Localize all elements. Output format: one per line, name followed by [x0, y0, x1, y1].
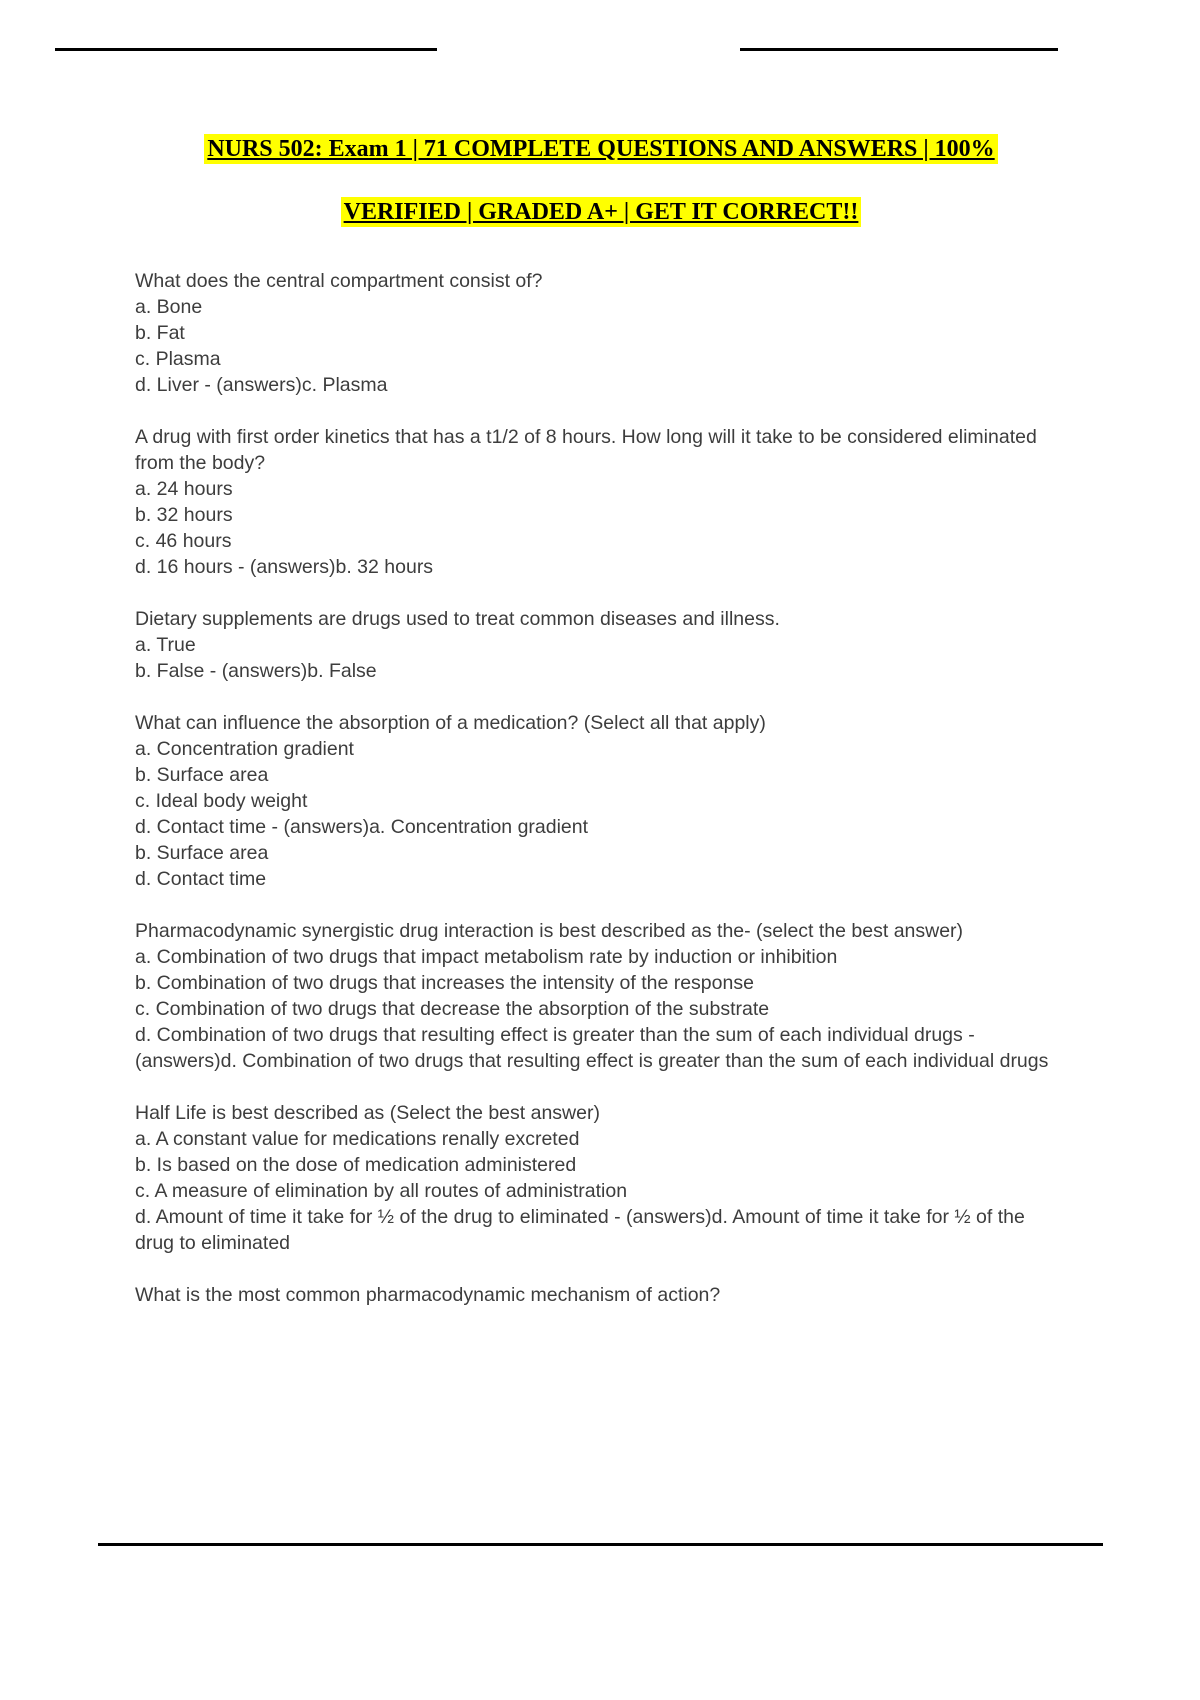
question-line: a. Combination of two drugs that impact metabolism rate by induction or inhibition [135, 946, 838, 968]
question-line: a. A constant value for medications renally excreted [135, 1128, 580, 1150]
question-line: b. Fat [135, 322, 185, 344]
question-line: Dietary supplements are drugs used to treat common diseases and illness. [135, 608, 780, 630]
question-block-2 [135, 424, 1067, 580]
question-block-4 [135, 710, 1067, 892]
question-line: c. A measure of elimination by all routes of administration [135, 1180, 628, 1202]
document-content [135, 136, 1067, 1334]
question-block-6 [135, 1100, 1067, 1256]
question-line: d. 16 hours - (answers)b. 32 hours [135, 556, 434, 578]
question-line: c. Plasma [135, 348, 221, 370]
question-line: b. Surface area [135, 764, 269, 786]
document-title-line-1 [135, 136, 1067, 163]
question-line: d. Amount of time it take for ½ of the drug to eliminated - (answers)d. Amount of time it take for ½ of the drug to eliminated [135, 1206, 1025, 1254]
question-line: A drug with first order kinetics that has a t1/2 of 8 hours. How long will it take to be considered eliminated from the body? [135, 426, 1037, 474]
header-rule-left [55, 48, 437, 51]
questions-list [135, 268, 1067, 1308]
question-line: Half Life is best described as (Select the best answer) [135, 1102, 600, 1124]
document-title-line-2 [135, 199, 1067, 226]
question-line: What can influence the absorption of a medication? (Select all that apply) [135, 712, 766, 734]
question-line: b. Is based on the dose of medication administered [135, 1154, 577, 1176]
question-line: c. Combination of two drugs that decrease the absorption of the substrate [135, 998, 770, 1020]
title-highlight-1: NURS 502: Exam 1 | 71 COMPLETE QUESTIONS AND ANSWERS | 100% [204, 134, 997, 164]
question-line: d. Contact time - (answers)a. Concentration gradient [135, 816, 589, 838]
question-line: a. Bone [135, 296, 203, 318]
question-line: b. False - (answers)b. False [135, 660, 377, 682]
question-block-5 [135, 918, 1067, 1074]
question-line: b. Surface area [135, 842, 269, 864]
question-line: b. 32 hours [135, 504, 233, 526]
question-line: c. 46 hours [135, 530, 232, 552]
question-line: d. Combination of two drugs that resulting effect is greater than the sum of each individual drugs - (answers)d. Combination of two drugs that resulting effect is greater than the sum of each individual drugs [135, 1024, 1049, 1072]
footer-rule [98, 1543, 1103, 1546]
question-line: a. 24 hours [135, 478, 233, 500]
question-line: What does the central compartment consist of? [135, 270, 543, 292]
question-line: a. Concentration gradient [135, 738, 354, 760]
question-block-3 [135, 606, 1067, 684]
question-line: d. Contact time [135, 868, 267, 890]
title-highlight-2: VERIFIED | GRADED A+ | GET IT CORRECT!! [341, 197, 862, 227]
question-block-1 [135, 268, 1067, 398]
question-block-7 [135, 1282, 1067, 1308]
question-line: Pharmacodynamic synergistic drug interaction is best described as the- (select the best answer) [135, 920, 964, 942]
question-line: c. Ideal body weight [135, 790, 308, 812]
question-line: d. Liver - (answers)c. Plasma [135, 374, 388, 396]
question-line: What is the most common pharmacodynamic mechanism of action? [135, 1284, 721, 1306]
question-line: b. Combination of two drugs that increases the intensity of the response [135, 972, 754, 994]
question-line: a. True [135, 634, 196, 656]
header-rule-right [740, 48, 1058, 51]
